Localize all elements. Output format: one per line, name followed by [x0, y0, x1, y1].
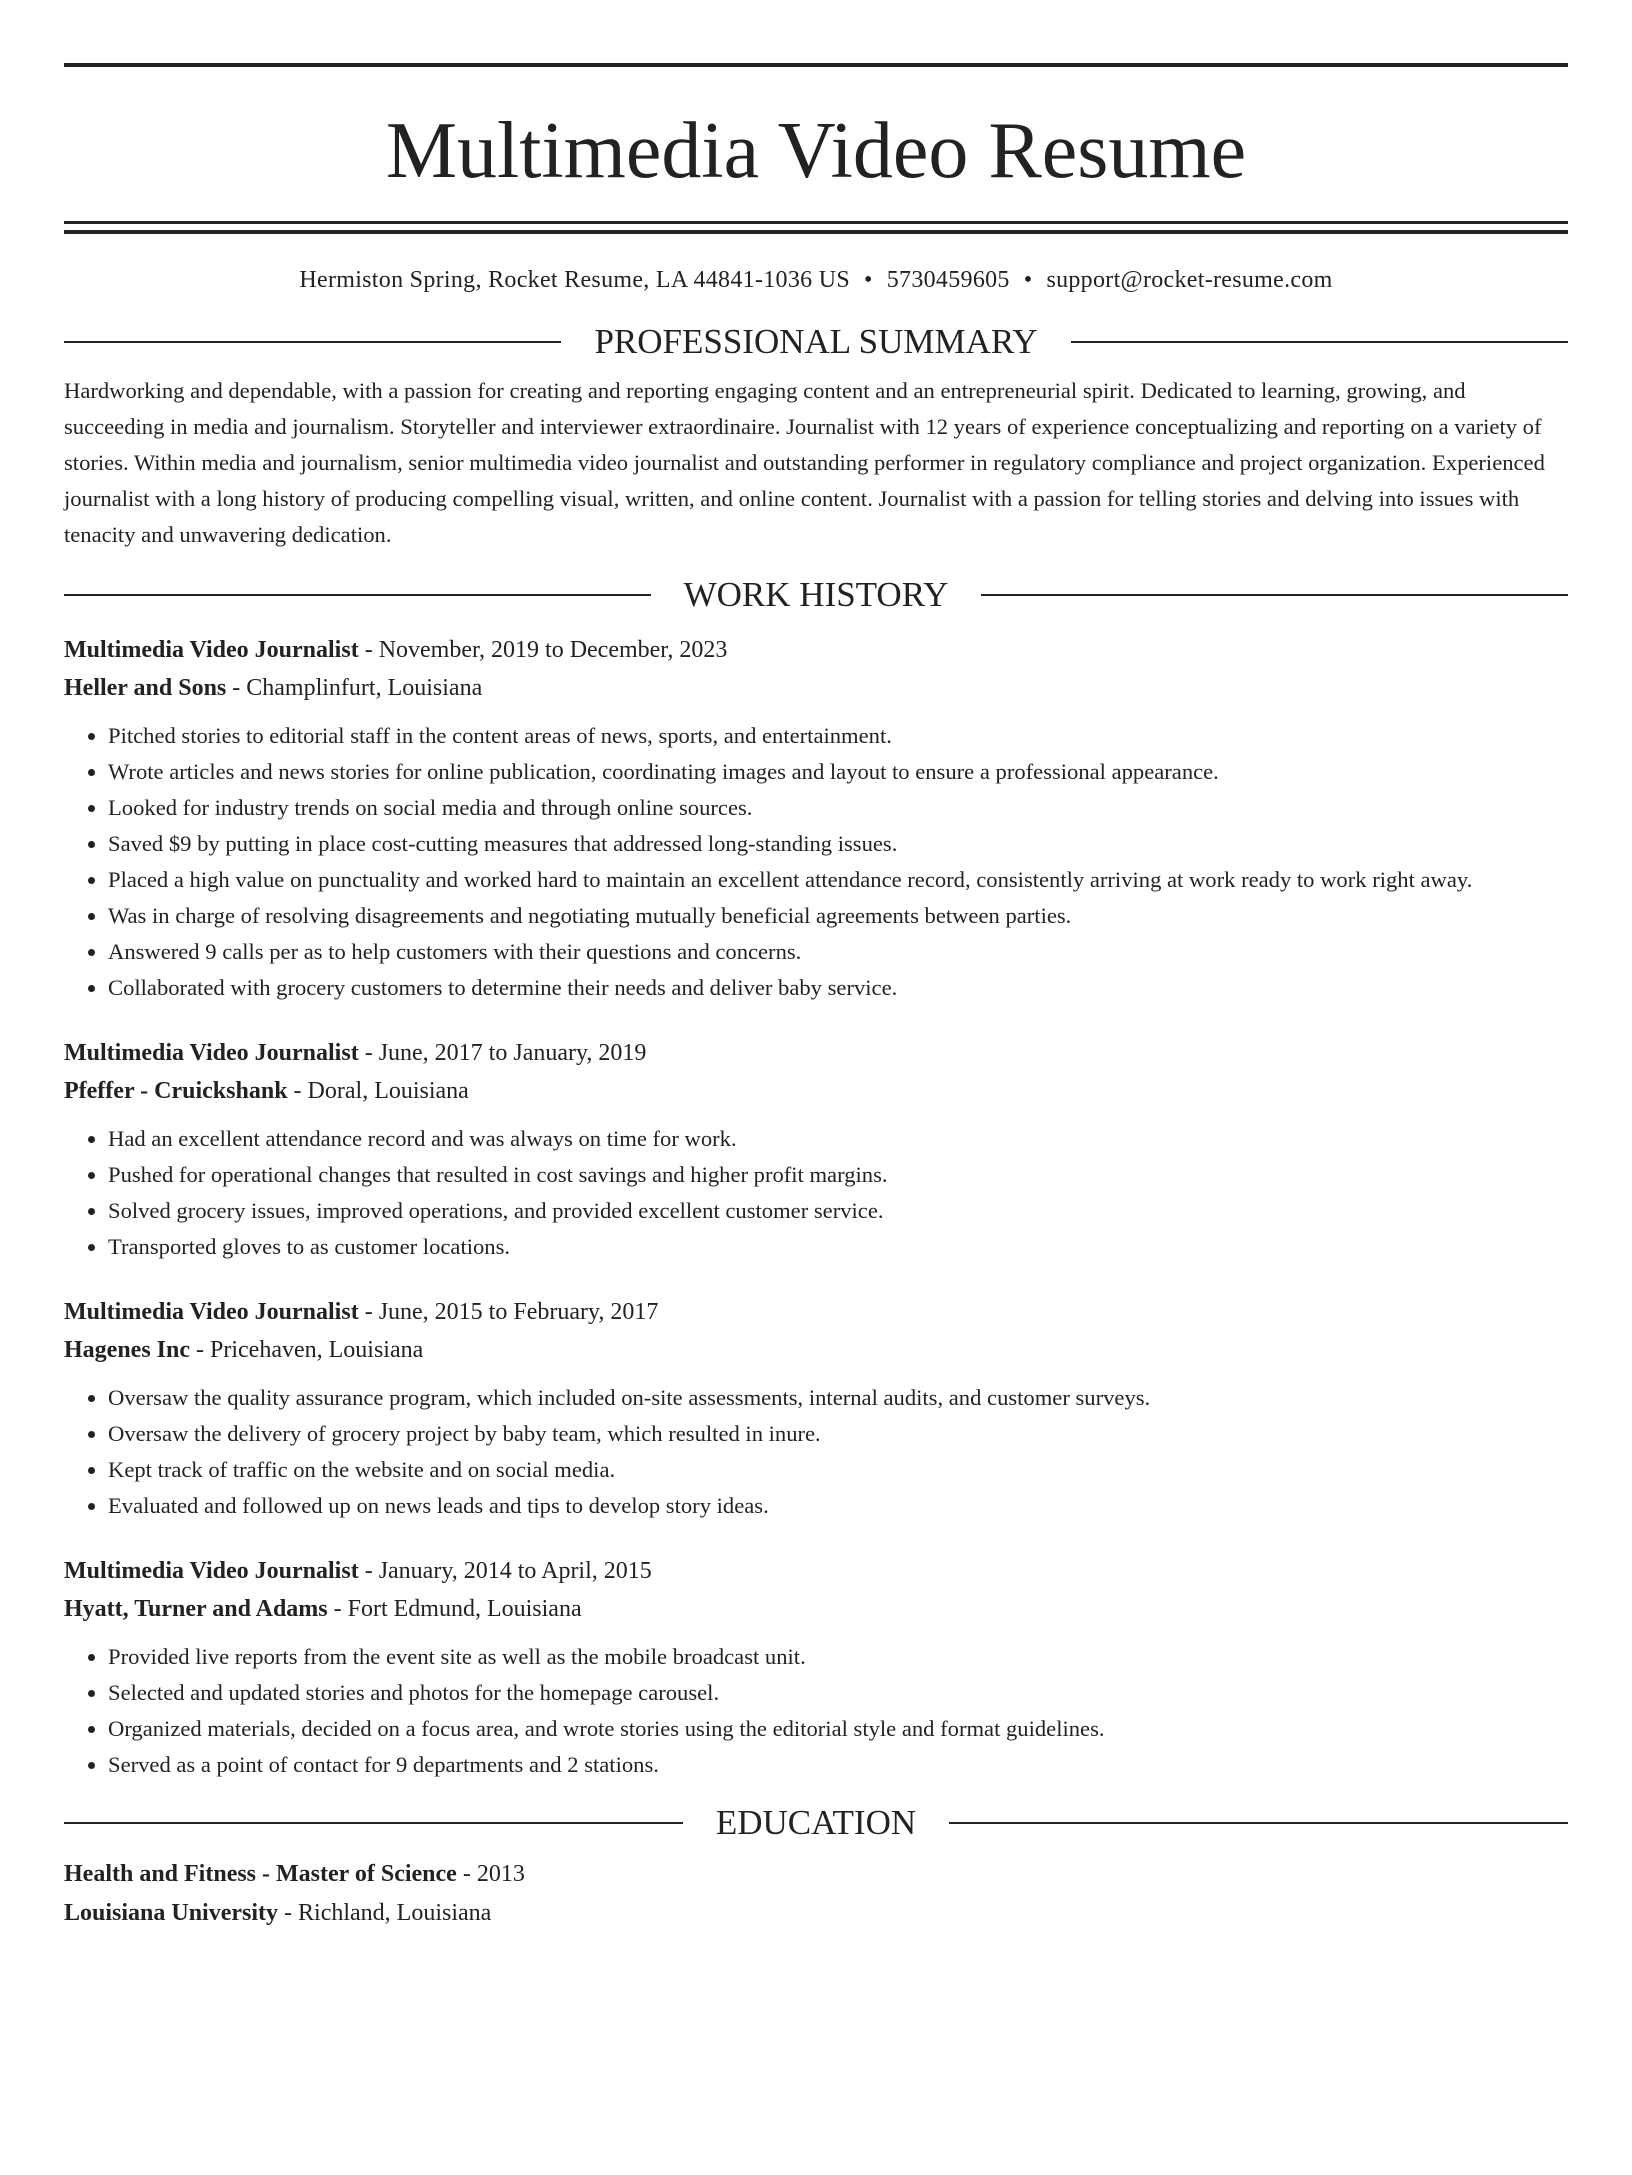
resume-title: Multimedia Video Resume: [385, 107, 1247, 195]
job-duties-list: [64, 1380, 1568, 1524]
job-company-line: [64, 669, 1568, 707]
separator-dot: •: [864, 267, 873, 293]
job-location: Pricehaven, Louisiana: [210, 1337, 424, 1363]
dash: -: [358, 637, 379, 663]
job-duties-list: [64, 718, 1568, 1006]
job-duty-item: • Placed a high value on punctuality and worked hard to maintain an excellent attendance record, consistently arriving at work ready to work right away.: [108, 862, 1568, 898]
heading-rule-left: [64, 594, 651, 596]
job-company-line: [64, 1590, 1568, 1628]
job-duty-item: • Provided live reports from the event site as well as the mobile broadcast unit.: [108, 1639, 1568, 1675]
job-dates: June, 2015 to February, 2017: [378, 1299, 659, 1325]
section-title-summary: PROFESSIONAL SUMMARY: [594, 322, 1038, 361]
job-duty-item: • Transported gloves to as customer locations.: [108, 1229, 1568, 1265]
dash: -: [456, 1861, 477, 1887]
work-history-list: [64, 631, 1568, 1783]
job-entry: [64, 1293, 1568, 1524]
professional-summary-text: Hardworking and dependable, with a passion for creating and reporting engaging content and an entrepreneurial spirit. Dedicated to learning, growing, and succeeding in media and journalism. Storyteller and interviewer extraordinaire. Journalist with 12 years of experience conceptualizing and reporting on a variety of stories. Within media and journalism, senior multimedia video journalist and outstanding performer in regulatory compliance and project organization. Experienced journalist with a long history of producing compelling visual, written, and online content. Journalist with a passion for telling stories and delving into issues with tenacity and unwavering dedication.: [64, 378, 1545, 547]
heading-rule-right: [981, 594, 1568, 596]
resume-page: [0, 63, 1632, 2175]
job-title: Multimedia Video Journalist: [64, 1040, 359, 1066]
job-dates: January, 2014 to April, 2015: [378, 1558, 652, 1584]
education-school: Louisiana University: [64, 1900, 279, 1926]
contact-email[interactable]: support@rocket-resume.com: [1046, 267, 1333, 293]
education-school-line: [64, 1894, 1568, 1933]
dash: -: [278, 1900, 299, 1926]
education-degree: Health and Fitness - Master of Science: [64, 1861, 457, 1887]
job-company-line: [64, 1331, 1568, 1369]
job-duty-item: • Looked for industry trends on social media and through online sources.: [108, 790, 1568, 826]
job-duty-item: • Organized materials, decided on a focus area, and wrote stories using the editorial style and format guidelines.: [108, 1711, 1568, 1747]
job-duty-item: • Evaluated and followed up on news leads and tips to develop story ideas.: [108, 1488, 1568, 1524]
job-title: Multimedia Video Journalist: [64, 1558, 359, 1584]
section-heading-work-history: [64, 573, 1568, 617]
job-duties-list: [64, 1639, 1568, 1783]
job-title-line: [64, 631, 1568, 669]
job-duty-item: • Collaborated with grocery customers to determine their needs and deliver baby service.: [108, 970, 1568, 1006]
job-dates: November, 2019 to December, 2023: [378, 637, 728, 663]
dash: -: [358, 1558, 379, 1584]
dash: -: [190, 1337, 210, 1363]
education-location: Richland, Louisiana: [298, 1900, 492, 1926]
job-duty-item: • Had an excellent attendance record and was always on time for work.: [108, 1121, 1568, 1157]
job-dates: June, 2017 to January, 2019: [378, 1040, 647, 1066]
heading-rule-right: [949, 1822, 1568, 1824]
heading-rule-left: [64, 341, 561, 343]
top-divider: [64, 63, 1568, 67]
job-duty-item: • Was in charge of resolving disagreements and negotiating mutually beneficial agreements between parties.: [108, 898, 1568, 934]
job-entry: [64, 631, 1568, 1006]
education-entry: [64, 1855, 1568, 1933]
job-entry: [64, 1034, 1568, 1265]
education-degree-line: [64, 1855, 1568, 1894]
job-duty-item: • Pushed for operational changes that resulted in cost savings and higher profit margins.: [108, 1157, 1568, 1193]
job-location: Fort Edmund, Louisiana: [347, 1596, 582, 1622]
heading-rule-left: [64, 1822, 683, 1824]
job-company: Heller and Sons: [64, 675, 227, 701]
job-duty-item: • Saved $9 by putting in place cost-cutting measures that addressed long-standing issues.: [108, 826, 1568, 862]
dash: -: [358, 1299, 379, 1325]
section-heading-education: [64, 1801, 1568, 1845]
job-title-line: [64, 1293, 1568, 1331]
job-duty-item: • Oversaw the delivery of grocery project by baby team, which resulted in inure.: [108, 1416, 1568, 1452]
job-location: Champlinfurt, Louisiana: [246, 675, 483, 701]
separator-dot: •: [1023, 267, 1033, 293]
contact-line: [64, 264, 1568, 296]
job-duty-item: • Answered 9 calls per as to help customers with their questions and concerns.: [108, 934, 1568, 970]
education-year: 2013: [476, 1861, 525, 1887]
job-company: Hagenes Inc: [64, 1337, 190, 1363]
section-title-work-history: WORK HISTORY: [683, 575, 949, 614]
job-duty-item: • Served as a point of contact for 9 departments and 2 stations.: [108, 1747, 1568, 1783]
dash: -: [226, 675, 247, 701]
job-duty-item: • Pitched stories to editorial staff in the content areas of news, sports, and entertainment.: [108, 718, 1568, 754]
job-duty-item: • Solved grocery issues, improved operations, and provided excellent customer service.: [108, 1193, 1568, 1229]
contact-address: Hermiston Spring, Rocket Resume, LA 44841-1036 US: [299, 267, 851, 293]
job-company: Pfeffer - Cruickshank: [64, 1078, 288, 1104]
section-title-education: EDUCATION: [715, 1803, 917, 1842]
job-title-line: [64, 1034, 1568, 1072]
dash: -: [327, 1596, 348, 1622]
job-duty-item: • Selected and updated stories and photos for the homepage carousel.: [108, 1675, 1568, 1711]
job-title-line: [64, 1552, 1568, 1590]
job-company-line: [64, 1072, 1568, 1110]
job-location: Doral, Louisiana: [307, 1078, 469, 1104]
job-company: Hyatt, Turner and Adams: [64, 1596, 328, 1622]
dash: -: [287, 1078, 308, 1104]
job-title: Multimedia Video Journalist: [64, 637, 359, 663]
contact-phone[interactable]: 5730459605: [886, 267, 1010, 293]
job-duty-item: • Oversaw the quality assurance program, which included on-site assessments, internal audits, and customer surveys.: [108, 1380, 1568, 1416]
section-heading-summary: [64, 320, 1568, 364]
job-duty-item: • Kept track of traffic on the website and on social media.: [108, 1452, 1568, 1488]
dash: -: [358, 1040, 379, 1066]
job-duties-list: [64, 1121, 1568, 1265]
job-duty-item: • Wrote articles and news stories for online publication, coordinating images and layout to ensure a professional appearance.: [108, 754, 1568, 790]
job-title: Multimedia Video Journalist: [64, 1299, 359, 1325]
title-double-divider: [64, 221, 1568, 234]
heading-rule-right: [1071, 341, 1568, 343]
job-entry: [64, 1552, 1568, 1783]
